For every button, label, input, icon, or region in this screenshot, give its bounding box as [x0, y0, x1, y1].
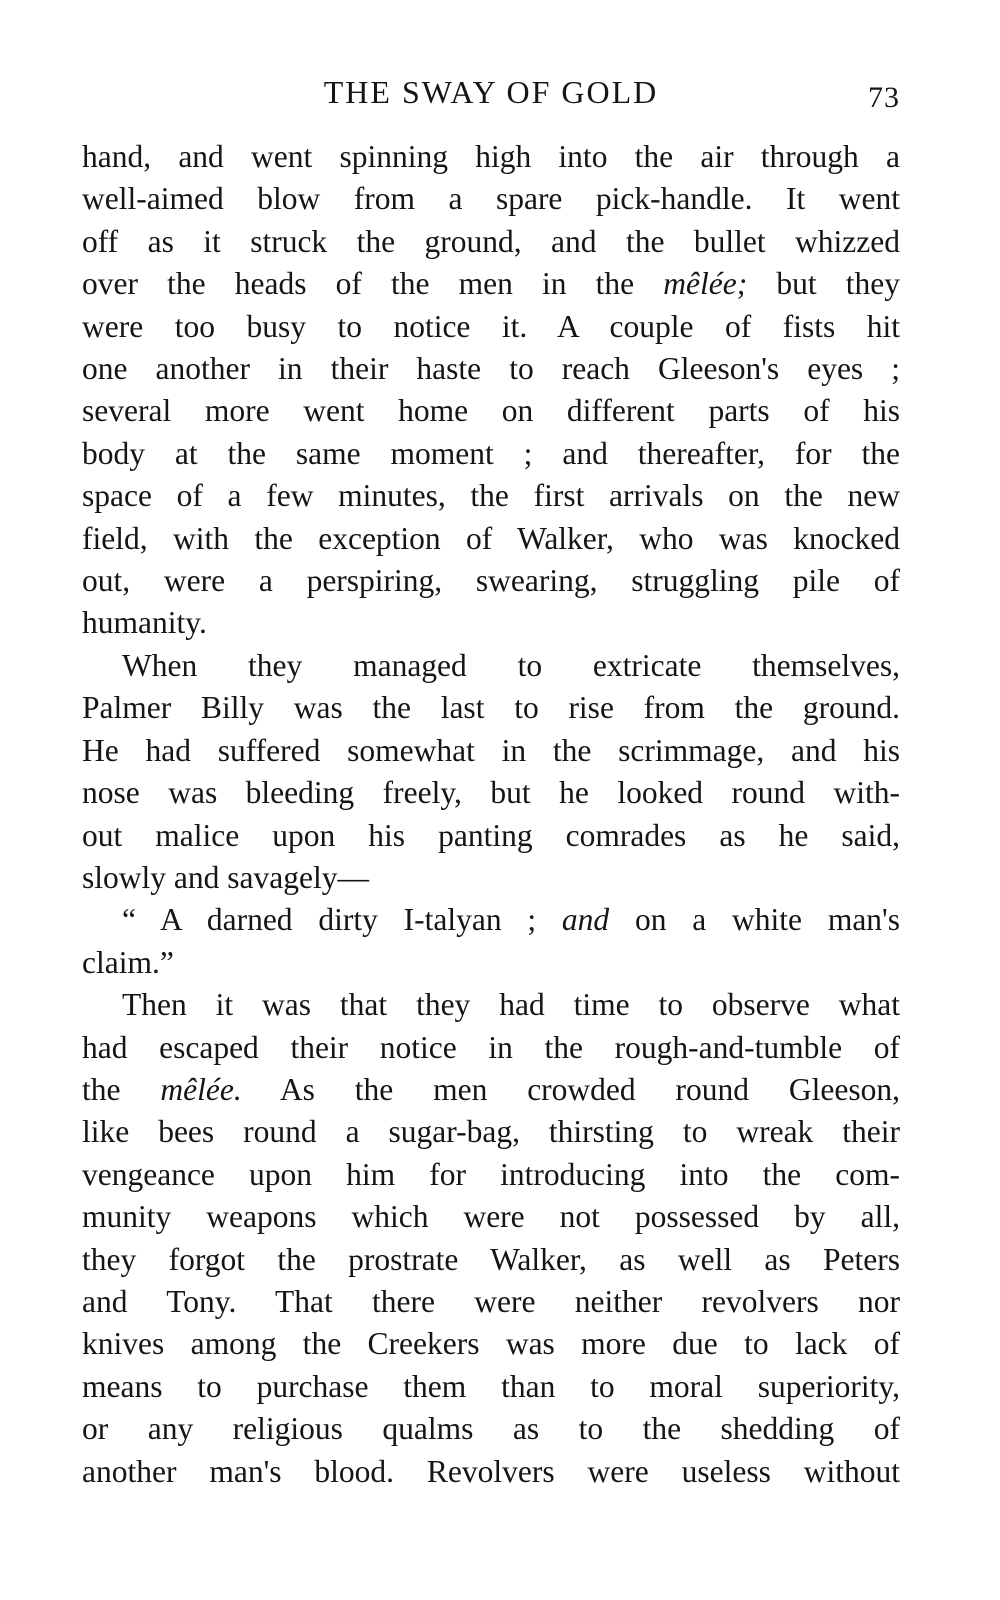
text-line	[82, 263, 900, 305]
text-line: vengeance upon him for introducing into the com-	[82, 1156, 900, 1192]
text-span: but they	[747, 266, 900, 302]
text-line: they forgot the prostrate Walker, as well as Peters	[82, 1241, 900, 1277]
text-line: were too busy to notice it. A couple of fists hit	[82, 308, 900, 344]
text-line: body at the same moment ; and thereafter, for the	[82, 435, 900, 471]
text-line: had escaped their notice in the rough-and-tumble of	[82, 1029, 900, 1065]
text-line: or any religious qualms as to the shedding of	[82, 1411, 900, 1447]
text-line: one another in their haste to reach Gleeson's eyes ;	[82, 351, 900, 387]
text-span: “ A darned dirty I-talyan ;	[122, 902, 562, 938]
italic-word: mêlée;	[663, 266, 748, 302]
text-line: nose was bleeding freely, but he looked round with-	[82, 775, 900, 811]
text-span: the	[82, 1071, 161, 1107]
text-line: humanity.	[82, 605, 207, 641]
text-line: another man's blood. Revolvers were useless without	[82, 1453, 900, 1489]
text-line	[82, 1069, 900, 1111]
text-line: out, were a perspiring, swearing, struggling pile of	[82, 563, 900, 599]
text-span: on a white man's	[609, 902, 900, 938]
text-line: munity weapons which were not possessed by all,	[82, 1199, 900, 1235]
text-line: space of a few minutes, the first arrivals on the new	[82, 478, 900, 514]
text-line: like bees round a sugar-bag, thirsting to wreak their	[82, 1114, 900, 1150]
text-line: knives among the Creekers was more due to lack of	[82, 1326, 900, 1362]
italic-word: and	[561, 902, 610, 938]
text-line: well-aimed blow from a spare pick-handle. It went	[82, 181, 900, 217]
text-line: hand, and went spinning high into the air through a	[82, 139, 900, 174]
italic-word: mêlée.	[160, 1071, 242, 1107]
text-span: As the men crowded round Gleeson,	[241, 1071, 901, 1107]
text-line: claim.”	[82, 944, 174, 980]
text-line: Palmer Billy was the last to rise from the ground.	[82, 690, 900, 726]
text-line	[82, 899, 900, 941]
running-header	[82, 72, 900, 112]
text-line: When they managed to extricate themselves,	[122, 647, 900, 683]
text-line: out malice upon his panting comrades as he said,	[82, 817, 900, 853]
body-text	[82, 136, 900, 1493]
text-line: Then it was that they had time to observe what	[122, 987, 900, 1023]
text-line: He had suffered somewhat in the scrimmage, and his	[82, 732, 900, 768]
text-line: means to purchase them than to moral superiority,	[82, 1368, 900, 1404]
text-line: several more went home on different parts of his	[82, 393, 900, 429]
text-line: off as it struck the ground, and the bullet whizzed	[82, 223, 900, 259]
text-line: field, with the exception of Walker, who was knocked	[82, 520, 900, 556]
page-number: 73	[868, 81, 900, 114]
text-span: over the heads of the men in the	[82, 266, 664, 302]
running-title: THE SWAY OF GOLD	[323, 74, 659, 110]
text-line: and Tony. That there were neither revolvers nor	[82, 1283, 900, 1319]
text-line: slowly and savagely—	[82, 859, 369, 895]
